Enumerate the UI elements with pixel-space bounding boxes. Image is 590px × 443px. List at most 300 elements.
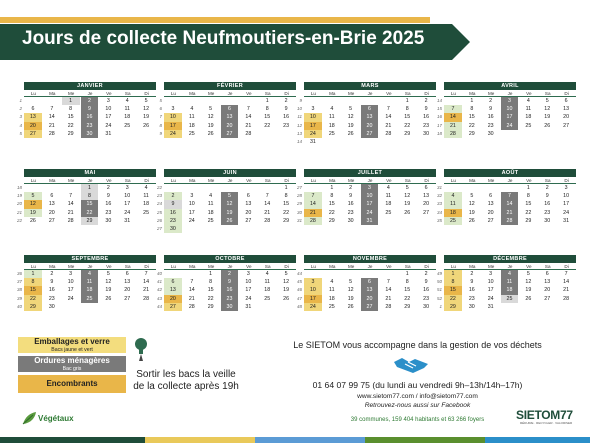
day-cell: 15 [519,200,538,208]
day-cell: 23 [99,209,118,217]
day-cell [379,217,398,225]
day-cell: 6 [557,97,576,105]
weekday-header [24,177,156,184]
day-cell: 29 [81,217,100,225]
week-number: 30 [296,209,302,215]
day-cell: 19 [398,200,417,208]
day-cell: 29 [24,303,43,311]
month-9 [16,255,156,311]
day-cell: 5 [277,270,296,278]
day-cell: 12 [99,278,118,286]
week-number: 23 [156,193,162,199]
day-cell: 16 [463,286,482,294]
day-cell: 30 [81,130,100,138]
day-cell: 25 [118,122,137,130]
day-cell: 11 [379,192,398,200]
week-number: 22 [156,185,162,190]
day-cell [379,270,398,278]
day-cell [164,97,183,105]
day-cell: 6 [482,192,501,200]
week-row [16,209,156,217]
day-cell: 28 [304,217,323,225]
day-cell: 9 [463,278,482,286]
weekday-label: Ve [106,264,112,269]
month-title: MAI [24,169,156,177]
day-cell: 2 [164,192,183,200]
week-number: 15 [436,106,442,112]
day-cell: 26 [342,303,361,311]
week-row [436,217,576,225]
weekday-label: Di [424,91,429,96]
week-number: 44 [296,271,302,276]
day-cell: 11 [444,200,463,208]
day-cell: 9 [538,192,557,200]
header [0,0,590,72]
day-cell: 10 [183,200,202,208]
day-cell: 24 [118,209,137,217]
week-number: 41 [156,279,162,285]
week-row [16,270,156,278]
day-cell: 9 [342,192,361,200]
day-cell: 12 [519,278,538,286]
day-cell: 13 [239,200,258,208]
day-cell: 23 [417,295,436,303]
week-number: 35 [436,217,442,223]
day-cell: 23 [417,122,436,130]
day-cell [323,270,342,278]
day-cell: 27 [361,303,380,311]
day-cell: 21 [137,286,156,294]
month-12 [436,255,576,311]
day-cell: 16 [221,286,240,294]
legend-ordures-title: Ordures ménagères [34,356,110,365]
day-cell: 26 [538,122,557,130]
day-cell: 9 [81,105,100,113]
weekday-label: Je [507,264,513,269]
week-row [436,113,576,121]
day-cell: 29 [62,130,81,138]
week-number: 32 [436,193,442,199]
weekday-label: Lu [450,91,456,96]
day-cell: 13 [221,113,240,121]
weekday-label: Me [67,264,75,269]
day-cell: 7 [304,192,323,200]
weekday-label: Je [367,91,373,96]
week-row [156,225,296,233]
week-row [156,200,296,208]
day-cell: 20 [239,209,258,217]
day-cell: 26 [99,295,118,303]
day-cell: 22 [81,209,100,217]
day-cell [323,138,342,146]
day-cell: 19 [221,209,240,217]
day-cell: 26 [463,217,482,225]
day-cell: 21 [379,122,398,130]
day-cell [361,138,380,146]
month-title: OCTOBRE [164,255,296,263]
day-cell: 20 [164,295,183,303]
day-cell: 6 [538,270,557,278]
day-cell: 6 [43,192,62,200]
weekday-label: Lu [310,91,316,96]
day-cell [118,130,137,138]
week-row [16,286,156,294]
day-cell: 16 [81,113,100,121]
day-cell: 5 [519,270,538,278]
day-cell: 5 [342,278,361,286]
weekday-label: Di [144,264,149,269]
week-row [19,113,156,121]
day-cell [99,303,118,311]
day-cell: 14 [239,113,258,121]
day-cell: 14 [379,286,398,294]
week-row [439,303,576,311]
pin-icon [130,336,152,362]
day-cell: 7 [379,278,398,286]
week-row [296,209,436,217]
day-cell: 19 [202,122,221,130]
week-row [296,105,436,113]
day-cell: 27 [239,217,258,225]
day-cell: 17 [361,200,380,208]
week-number: 31 [436,185,442,190]
day-cell: 18 [183,122,202,130]
week-number: 31 [296,217,302,223]
weekday-label: Me [347,178,355,183]
day-cell: 13 [557,105,576,113]
day-cell: 16 [538,200,557,208]
day-cell: 17 [62,286,81,294]
week-row [297,113,436,121]
day-cell: 24 [304,303,323,311]
weekday-label: Me [207,178,215,183]
day-cell: 27 [221,130,240,138]
day-cell: 11 [202,200,221,208]
day-cell [183,270,202,278]
day-cell: 8 [277,192,296,200]
legend-vegetaux: Végétaux [38,414,74,423]
weekday-label: Lu [450,264,456,269]
day-cell: 14 [304,200,323,208]
week-number: 40 [156,271,162,276]
day-cell: 16 [277,113,296,121]
day-cell [538,130,557,138]
day-cell: 12 [398,192,417,200]
day-cell: 8 [444,278,463,286]
day-cell [444,184,463,192]
week-row [296,192,436,200]
day-cell: 1 [277,184,296,192]
footer-bar-4 [365,437,485,443]
week-row [296,200,436,208]
week-number: 1 [19,98,22,103]
weekday-label: Me [487,91,495,96]
month-8 [436,169,576,225]
day-cell: 16 [417,286,436,294]
day-cell: 31 [239,303,258,311]
month-title: FÉVRIER [164,82,296,90]
day-cell: 28 [239,130,258,138]
day-cell: 10 [304,113,323,121]
week-row [16,192,156,200]
weekday-label: Ma [329,178,336,183]
day-cell: 15 [398,286,417,294]
day-cell [304,184,323,192]
day-cell: 10 [501,105,520,113]
day-cell: 12 [463,200,482,208]
day-cell: 25 [379,209,398,217]
day-cell: 18 [202,209,221,217]
footer-bar-2 [145,437,255,443]
weekday-label: Sa [544,264,551,269]
day-cell: 25 [183,130,202,138]
week-row [156,286,296,294]
weekday-label: Sa [544,178,551,183]
day-cell: 26 [519,295,538,303]
day-cell: 16 [164,209,183,217]
day-cell: 28 [501,217,520,225]
month-title: JUIN [164,169,296,177]
day-cell [183,225,202,233]
weekday-label: Je [227,264,233,269]
day-cell: 27 [482,217,501,225]
day-cell: 15 [258,113,277,121]
day-cell: 29 [398,303,417,311]
week-number: 26 [156,217,162,223]
day-cell: 28 [183,303,202,311]
weekday-label: Je [367,178,373,183]
day-cell: 14 [557,278,576,286]
day-cell: 23 [43,295,62,303]
month-title: JANVIER [24,82,156,90]
week-row [436,200,576,208]
day-cell [398,217,417,225]
day-cell: 27 [557,122,576,130]
week-row [19,122,156,130]
day-cell: 19 [99,286,118,294]
day-cell: 5 [538,97,557,105]
day-cell: 15 [398,113,417,121]
weekday-label: Ma [469,178,476,183]
week-number: 2 [19,106,22,112]
day-cell [118,303,137,311]
week-row [436,130,576,138]
day-cell: 3 [99,97,118,105]
day-cell [557,130,576,138]
day-cell: 24 [183,217,202,225]
day-cell: 12 [277,278,296,286]
weekday-label: Lu [310,264,316,269]
legend-encombrants-title: Encombrants [46,379,98,388]
day-cell: 24 [164,130,183,138]
leaf-icon [21,411,37,425]
week-row [16,295,156,303]
day-cell [202,97,221,105]
day-cell: 14 [183,286,202,294]
week-number: 6 [159,106,162,112]
day-cell: 8 [62,105,81,113]
month-2 [159,82,296,138]
week-number: 46 [296,287,302,293]
month-title: JUILLET [304,169,436,177]
weekday-label: Di [284,91,289,96]
day-cell: 10 [304,286,323,294]
month-title: SEPTEMBRE [24,255,156,263]
week-number: 14 [436,98,442,103]
day-cell: 21 [444,122,463,130]
weekday-label: Di [144,178,149,183]
weekday-label: Je [227,178,233,183]
day-cell: 13 [43,200,62,208]
weekday-label: Di [424,178,429,183]
day-cell: 12 [538,105,557,113]
week-number: 33 [436,201,442,207]
week-row [156,295,296,303]
day-cell [81,303,100,311]
day-cell: 20 [538,286,557,294]
day-cell: 11 [183,113,202,121]
day-cell: 30 [164,225,183,233]
week-number: 52 [436,295,442,301]
week-row [436,122,576,130]
day-cell: 4 [519,97,538,105]
weekday-label: Lu [30,178,36,183]
day-cell: 5 [24,192,43,200]
day-cell: 22 [277,209,296,217]
week-number: 10 [296,106,302,112]
day-cell: 18 [81,286,100,294]
day-cell: 24 [99,122,118,130]
day-cell: 19 [137,113,156,121]
day-cell: 6 [24,105,43,113]
day-cell: 8 [258,105,277,113]
day-cell: 13 [361,286,380,294]
day-cell: 17 [164,122,183,130]
weekday-label: Di [284,178,289,183]
legend-emballages-title: Emballages et verre [34,337,110,346]
day-cell: 19 [538,113,557,121]
weekday-label: Sa [264,178,271,183]
day-cell: 15 [277,200,296,208]
day-cell: 2 [221,270,240,278]
day-cell [398,138,417,146]
day-cell: 23 [342,209,361,217]
day-cell [417,138,436,146]
weekday-header [304,177,436,184]
week-row [159,122,296,130]
day-cell: 25 [258,295,277,303]
day-cell: 31 [557,217,576,225]
legend [18,337,126,396]
week-row [156,209,296,217]
weekday-label: Me [347,91,355,96]
day-cell: 30 [417,130,436,138]
day-cell: 1 [81,184,100,192]
legend-ordures-sub: Bac gris [62,366,82,372]
day-cell: 30 [221,303,240,311]
week-number: 5 [19,130,22,136]
day-cell: 2 [81,97,100,105]
day-cell: 25 [81,295,100,303]
day-cell: 15 [202,286,221,294]
day-cell: 8 [398,278,417,286]
day-cell [202,225,221,233]
sietom-logo-tagline: RÉDUIRE · RECYCLER · VALORISER [520,421,573,425]
day-cell: 17 [482,286,501,294]
month-title: NOVEMBRE [304,255,436,263]
footer-bar-3 [255,437,365,443]
day-cell: 21 [62,209,81,217]
day-cell: 15 [323,200,342,208]
day-cell: 23 [277,122,296,130]
day-cell: 1 [519,184,538,192]
day-cell [24,97,43,105]
day-cell: 11 [258,278,277,286]
day-cell: 4 [444,192,463,200]
day-cell: 6 [239,192,258,200]
day-cell: 1 [24,270,43,278]
day-cell: 3 [361,184,380,192]
day-cell: 24 [361,209,380,217]
day-cell [379,97,398,105]
day-cell: 20 [43,209,62,217]
day-cell: 12 [137,105,156,113]
day-cell [221,97,240,105]
day-cell: 1 [398,270,417,278]
day-cell: 15 [62,113,81,121]
week-row [16,278,156,286]
week-number: 50 [436,279,442,285]
weekday-label: Di [564,178,569,183]
weekday-label: Ma [49,264,56,269]
day-cell: 29 [202,303,221,311]
week-number: 36 [16,271,22,276]
day-cell: 27 [43,217,62,225]
day-cell [258,184,277,192]
day-cell: 26 [398,209,417,217]
day-cell: 30 [417,303,436,311]
day-cell: 19 [342,295,361,303]
day-cell: 2 [482,97,501,105]
day-cell: 2 [538,184,557,192]
week-row [436,97,576,105]
day-cell: 5 [398,184,417,192]
day-cell: 16 [417,113,436,121]
day-cell: 13 [118,278,137,286]
day-cell: 1 [444,270,463,278]
day-cell: 15 [463,113,482,121]
day-cell: 17 [183,209,202,217]
reminder-text: Sortir les bacs la veille de la collecte après 19h [133,369,239,392]
day-cell: 17 [118,200,137,208]
day-cell: 24 [557,209,576,217]
day-cell: 30 [99,217,118,225]
day-cell: 5 [221,192,240,200]
week-number: 27 [156,225,162,231]
week-row [436,184,576,192]
info-web[interactable]: www.sietom77.com / info@sietom77.com [357,393,478,400]
day-cell: 21 [183,295,202,303]
week-number: 9 [159,130,162,136]
day-cell: 3 [239,270,258,278]
day-cell [463,184,482,192]
day-cell: 8 [519,192,538,200]
day-cell: 6 [417,184,436,192]
week-number: 28 [296,193,302,199]
week-row [19,97,156,105]
day-cell: 28 [557,295,576,303]
day-cell: 27 [538,295,557,303]
